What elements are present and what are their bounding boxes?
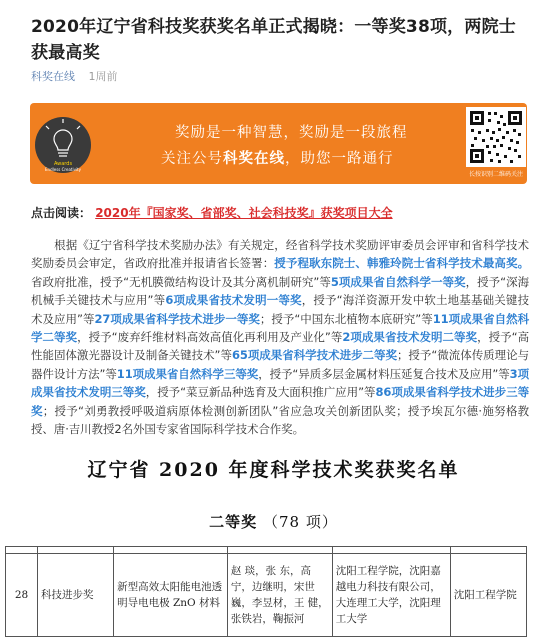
table-row [6, 554, 527, 637]
body-highlight: 11项成果省自然科学二等奖 [31, 311, 529, 345]
body-highlight: 86项成果省科学技术进步三等奖 [31, 385, 529, 418]
body-text-segment: ；授予“刘勇教授呼吸道病原体检测创新团队”省应急攻关创新团队奖；授予埃瓦尔德·施努格教授、唐·吉川教授2名外国专家省国际科学技术合作奖。 [31, 403, 529, 437]
logo-text-1: Awards [53, 161, 73, 167]
article-title: 2020年辽宁省科技奖获奖名单正式揭晓：一等奖38项，两院士获最高奖 [31, 17, 516, 63]
award-count: （78 项） [262, 513, 338, 531]
body-highlight: 65项成果省科学技术进步二等奖 [231, 348, 397, 363]
read-more-label: 点击阅读： [31, 206, 92, 220]
body-highlight: 3项成果省技术发明三等奖 [31, 366, 529, 400]
body-text-segment: ，授予“菜豆新品种选育及大面积推广应用”等 [145, 385, 376, 400]
qr-code[interactable] [466, 107, 526, 167]
read-more-link[interactable]: 2020年『国家奖、省部奖、社会科技奖』获奖项目大全 [95, 206, 393, 220]
table-header-row [6, 547, 527, 554]
logo-text-2: Endless Creativity [45, 167, 81, 172]
article-body [31, 236, 529, 438]
completing-units: 沈阳工程学院，沈阳嘉越电力科技有限公司，大连理工大学，沈阳理工大学 [332, 554, 450, 637]
banner-slogan-1: 奖励是一种智慧，奖励是一段旅程 [175, 125, 408, 141]
body-text-segment: ；授予“中国东北植物本底研究”等 [259, 311, 433, 326]
project-name: 新型高效太阳能电池透明导电电极 ZnO 材料 [114, 554, 228, 637]
row-number: 28 [6, 554, 38, 637]
body-text-segment: ，授予“深海机械手关键技术与应用”等 [31, 274, 530, 308]
body-highlight: 27项成果省科学技术进步一等奖 [94, 311, 260, 326]
body-highlight: 6项成果省技术发明一等奖 [165, 293, 302, 308]
banner-slogan-2 [161, 147, 394, 168]
publish-time: 1周前 [88, 70, 118, 83]
document-subtitle [0, 511, 547, 532]
body-text-segment: 省政府批准，授予“无机膜微结构设计及其分离机制研究”等 [31, 274, 331, 289]
main-contributors: 赵 琰，张 东，高 宁，边继明，宋世巍，李昱材，王 健，张铁岩，鞠振河 [227, 554, 332, 637]
body-highlight: 2项成果省技术发明二等奖 [342, 330, 478, 345]
body-text-segment: ，授予“废弃纤维材料高效高值化再利用及产业化”等 [77, 330, 343, 345]
banner-account-name: 科奖在线 [223, 151, 285, 167]
source-link[interactable]: 科奖在线 [31, 70, 75, 83]
read-more-row [31, 204, 393, 221]
body-highlight: 11项成果省自然科学三等奖 [116, 366, 259, 381]
article-meta [31, 68, 118, 84]
body-text-segment: ，授予“高性能固体激光器设计及制备关键技术”等 [31, 330, 529, 363]
award-logo-icon [33, 105, 107, 181]
body-highlight: 5项成果省自然科学一等奖 [330, 274, 466, 289]
qr-code-icon [468, 109, 524, 165]
body-text-segment: ，授予“海洋资源开发中软土地基基础关键技术及应用”等 [31, 293, 529, 326]
promo-banner[interactable] [30, 103, 527, 184]
nominator: 沈阳工程学院 [450, 554, 526, 637]
banner-prefix: 关注公号 [161, 151, 223, 167]
document-title: 辽宁省 2020 年度科学技术奖获奖名单 [87, 459, 460, 481]
award-grade: 二等奖 [209, 513, 258, 531]
body-highlight: 授予程耿东院士、韩雅玲院士省科学技术最高奖。 [274, 256, 529, 271]
body-text-segment: ；授予“微流体传质理论与器件设计方法”等 [31, 348, 529, 381]
body-text-segment: ，授予“异质多层金属材料压延复合技术及应用”等 [258, 366, 510, 381]
qr-caption: 长按识别二维码关注 [468, 171, 523, 178]
award-category: 科技进步奖 [38, 554, 114, 637]
banner-suffix: ，助您一路通行 [285, 151, 394, 167]
award-table [5, 546, 527, 637]
body-text-segment: 根据《辽宁省科学技术奖励办法》有关规定，经省科学技术奖励评审委员会评审和省科学技术奖励委员会审定，省政府批准并报请省长签署： [31, 238, 529, 271]
